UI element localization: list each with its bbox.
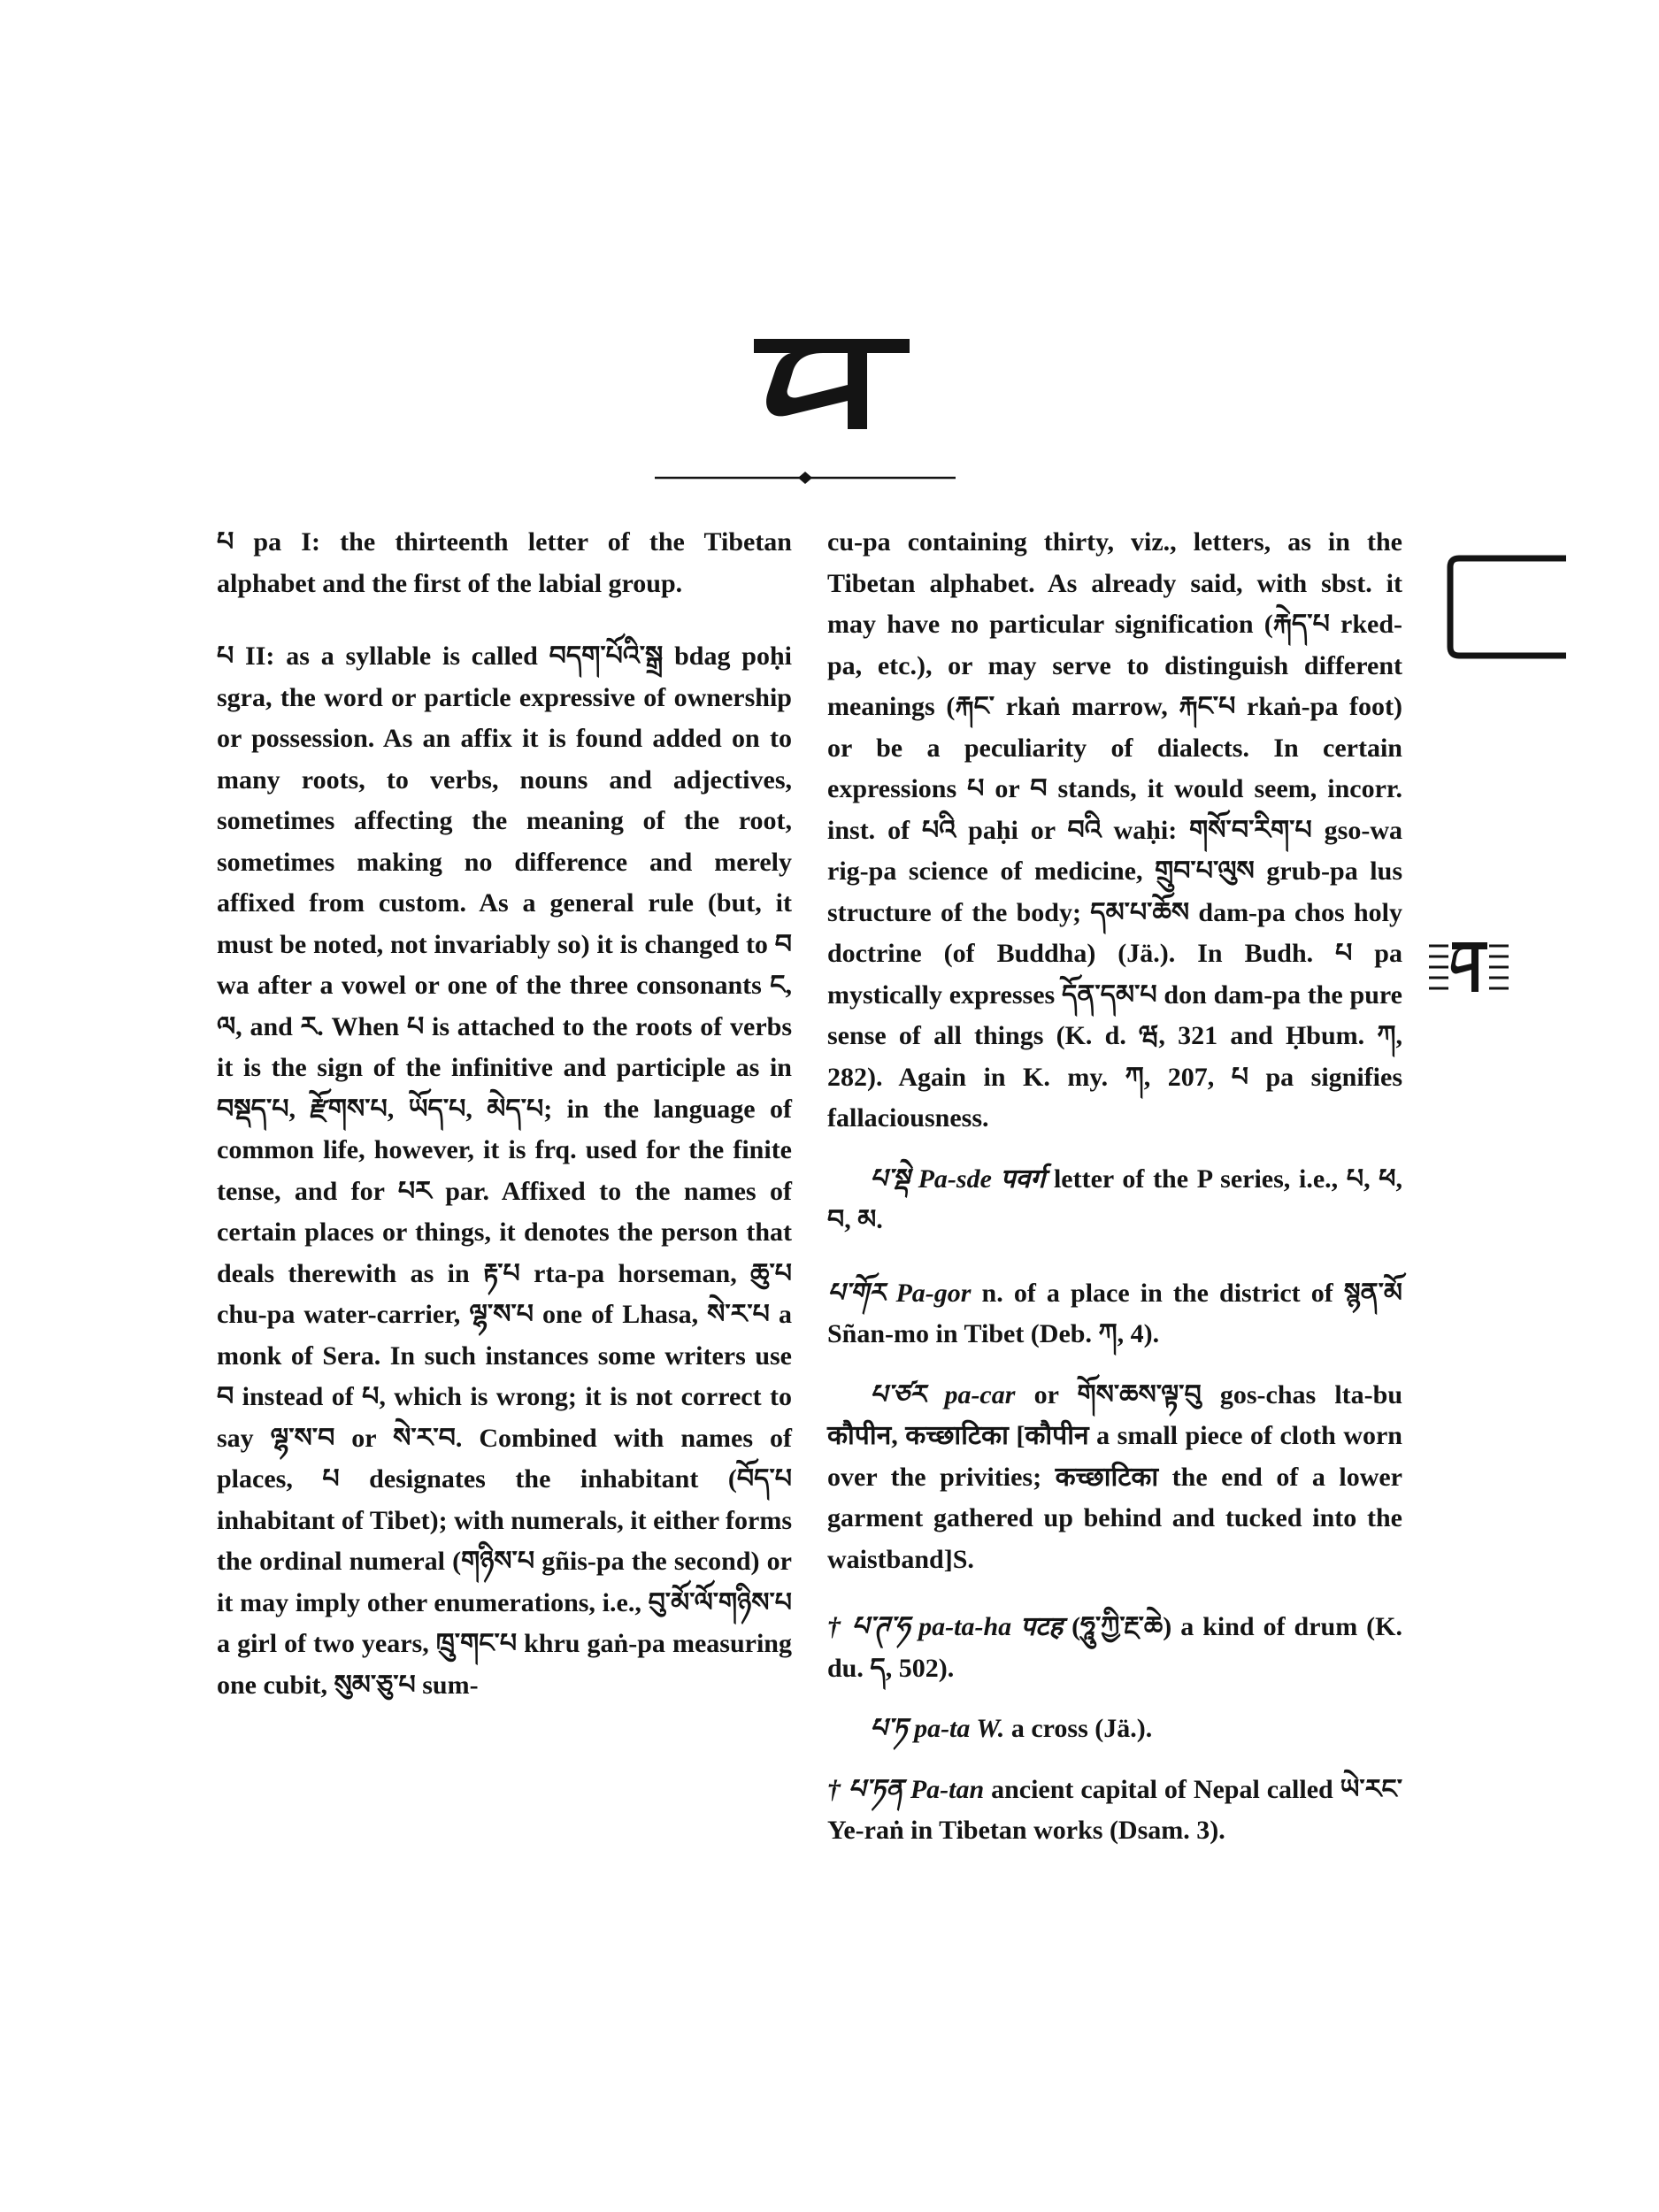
entry-text: (ཧཱུ་ཀྱི་རྔ་ཆེ) a kind of drum (K. du. ད, 502). — [827, 1612, 1402, 1683]
entry-text: ancient capital of Nepal called ཡེ་རང་ Ye-raṅ in Tibetan works (Dsam. 3). — [827, 1774, 1402, 1845]
entry-pa-tan — [827, 1770, 1402, 1852]
right-column — [827, 522, 1402, 1871]
entry-lead: པ་ཏ pa-ta W. — [870, 1714, 1005, 1743]
entry-text: a cross (Jä.). — [1010, 1714, 1153, 1743]
entry-text: cu-pa containing thirty, viz., letters, as in the Tibetan alphabet. As already said, with sbst. it may have no particular signification (རྐེད་པ rked-pa, etc.), or may serve to distinguish different meanings (རྐང་ rkaṅ marrow, རྐང་པ rkaṅ-pa foot) or be a peculiarity of dialects. In certain expressions པ or བ stands, it would seem, incorr. inst. of པའི paḥi or བའི waḥi: གསོ་བ་རིག་པ gso-wa rig-pa science of medicine, གྲུབ་པ་ལུས grub-pa lus structure of the body; དམ་པ་ཆོས dam-pa chos holy doctrine (of Buddha) (Jä.). In Budh. པ pa mystically expresses དོན་དམ་པ don dam-pa the pure sense of all things (K. d. ཝ, 321 and Ḥbum. ཀ, 282). Again in K. my. ཀ, 207, པ pa signifies fallaciousness. — [827, 527, 1402, 1133]
side-letter-marker-icon — [1429, 933, 1509, 1004]
entry-pa-gor — [827, 1273, 1402, 1356]
entry-text: or གོས་ཆས་ལྟ་བུ gos-chas lta-bu कौपीन, कच्छाटिका [कौपीन a small piece of cloth worn over the privities; कच्छाटिका the end of a lower garment gathered up behind and tucked into the waistband]S. — [827, 1379, 1403, 1574]
entry-text: the thirteenth letter of the Tibetan alphabet and the first of the labial group. — [217, 527, 792, 598]
entry-pa-ii — [217, 636, 792, 1706]
entry-pa-ta-ha — [827, 1607, 1402, 1689]
entry-text: letter of the P series, i.e., པ, ཕ, བ, མ. — [827, 1164, 1403, 1234]
entry-text: n. of a place in the district of སྙན་མོ Sñan-mo in Tibet (Deb. ཀ, 4). — [827, 1278, 1402, 1348]
entry-pa-i — [217, 522, 792, 604]
entry-lead: པ pa I: — [217, 527, 320, 557]
entry-text: as a syllable is called བདག་པོའི་སྒྲ bdag poḥi sgra, the word or particle expressive of ownership or possession. As an affix it is found added on to many roots, to verbs, nouns and adjectives, sometimes affecting the meaning of the root, sometimes making no difference and merely affixed from custom. As a general rule (but, it must be noted, not invariably so) it is changed to བ wa after a vowel or one of the three consonants ང, ལ, and ར. When པ is attached to the roots of verbs it is the sign of the infinitive and participle as in བསྡད་པ, རྫོགས་པ, ཡོད་པ, མེད་པ; in the language of common life, however, it is frq. used for the finite tense, and for པར par. Affixed to the names of certain places or things, it denotes the person that deals therewith as in རྟ་པ rta-pa horseman, ཆུ་པ chu-pa water-carrier, ལྷ་ས་པ one of Lhasa, སེ་ར་པ a monk of Sera. In such instances some writers use བ instead of པ, which is wrong; it is not correct to say ལྷ་ས་བ or སེ་ར་བ. Combined with names of places, པ designates the inhabitant (བོད་པ inhabitant of Tibet); with numerals, it either forms the ordinal numeral (གཉིས་པ gñis-pa the second) or it may imply other enumerations, i.e., བུ་མོ་ལོ་གཉིས་པ a girl of two years, ཁྲུ་གང་པ khru gaṅ-pa measuring one cubit, སུམ་ཅུ་པ sum- — [217, 641, 793, 1700]
entry-lead: པ་ཙར pa-car — [870, 1379, 1016, 1409]
entry-pa-sde — [827, 1159, 1402, 1241]
entry-pa-car — [827, 1375, 1402, 1581]
entry-lead: པ II: — [217, 641, 275, 671]
entry-lead: པ་སྡེ Pa-sde पवर्ग — [870, 1164, 1046, 1194]
tibetan-letter-pa-icon — [734, 323, 929, 438]
entry-lead: † པ་ཏན Pa-tan — [827, 1774, 985, 1804]
entry-lead: † པ་ཊ་ཧ pa-ta-ha पटह — [827, 1612, 1064, 1641]
header-divider — [655, 471, 956, 483]
entry-lead: པ་གོར Pa-gor — [827, 1278, 972, 1308]
entry-continuation — [827, 522, 1402, 1140]
left-column — [217, 522, 792, 1725]
entry-pa-ta — [827, 1709, 1402, 1750]
thumb-tab-icon — [1447, 555, 1566, 659]
